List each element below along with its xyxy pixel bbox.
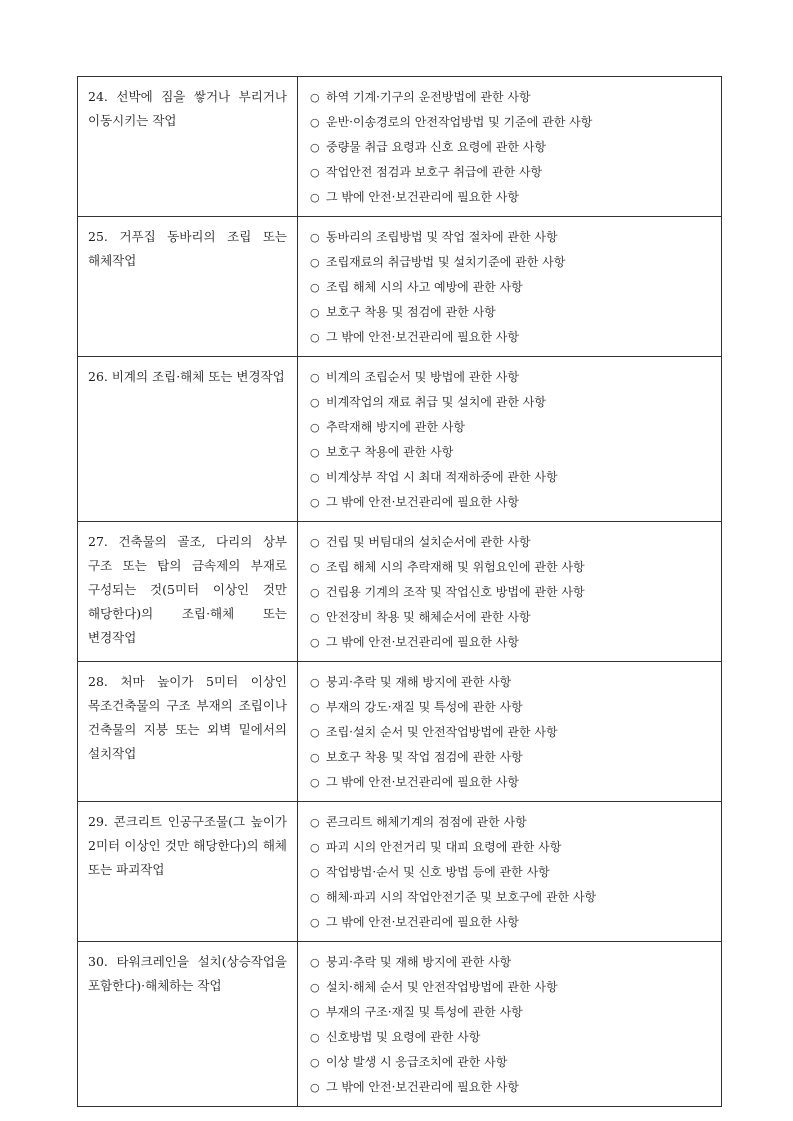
table-row: [78, 217, 722, 357]
item-text: 해체·파괴 시의 작업안전기준 및 보호구에 관한 사항: [326, 890, 597, 904]
table-row: [78, 77, 722, 217]
item-text: 보호구 착용 및 점검에 관한 사항: [326, 305, 496, 319]
list-item: [310, 110, 721, 135]
work-type-cell: [78, 77, 298, 217]
bullet-icon: ○: [310, 331, 320, 344]
list-item: [310, 440, 721, 465]
item-text: 안전장비 착용 및 해체순서에 관한 사항: [326, 610, 531, 624]
education-item-list: [298, 522, 721, 661]
item-text: 비계작업의 재료 취급 및 설치에 관한 사항: [326, 395, 546, 409]
education-item-list: [298, 662, 721, 801]
item-text: 작업방법·순서 및 신호 방법 등에 관한 사항: [326, 865, 550, 879]
list-item: [310, 365, 721, 390]
list-item: [310, 910, 721, 935]
item-text: 보호구 착용에 관한 사항: [326, 445, 454, 459]
list-item: [310, 390, 721, 415]
list-item: [310, 1000, 721, 1025]
list-item: [310, 695, 721, 720]
education-items-cell: [298, 217, 722, 357]
bullet-icon: ○: [310, 816, 320, 829]
bullet-icon: ○: [310, 231, 320, 244]
item-text: 그 밖에 안전·보건관리에 필요한 사항: [326, 775, 519, 789]
bullet-icon: ○: [310, 446, 320, 459]
work-type-text: 30. 타워크레인을 설치(상승작업을 포함한다)·해체하는 작업: [88, 954, 287, 993]
list-item: [310, 555, 721, 580]
bullet-icon: ○: [310, 751, 320, 764]
list-item: [310, 885, 721, 910]
item-text: 중량물 취급 요령과 신호 요령에 관한 사항: [326, 140, 546, 154]
bullet-icon: ○: [310, 116, 320, 129]
bullet-icon: ○: [310, 1081, 320, 1094]
item-text: 동바리의 조립방법 및 작업 절차에 관한 사항: [326, 230, 558, 244]
list-item: [310, 1050, 721, 1075]
work-type-text: 25. 거푸집 동바리의 조립 또는 해체작업: [88, 229, 287, 268]
bullet-icon: ○: [310, 916, 320, 929]
bullet-icon: ○: [310, 636, 320, 649]
item-text: 붕괴·추락 및 재해 방지에 관한 사항: [326, 955, 512, 969]
list-item: [310, 630, 721, 655]
list-item: [310, 160, 721, 185]
table-row: [78, 662, 722, 802]
education-items-cell: [298, 662, 722, 802]
bullet-icon: ○: [310, 471, 320, 484]
item-text: 신호방법 및 요령에 관한 사항: [326, 1030, 481, 1044]
bullet-icon: ○: [310, 421, 320, 434]
education-item-list: [298, 802, 721, 941]
bullet-icon: ○: [310, 1056, 320, 1069]
item-text: 조립 해체 시의 사고 예방에 관한 사항: [326, 280, 523, 294]
list-item: [310, 605, 721, 630]
list-item: [310, 950, 721, 975]
bullet-icon: ○: [310, 676, 320, 689]
bullet-icon: ○: [310, 91, 320, 104]
list-item: [310, 300, 721, 325]
work-type-cell: [78, 217, 298, 357]
bullet-icon: ○: [310, 956, 320, 969]
bullet-icon: ○: [310, 496, 320, 509]
list-item: [310, 860, 721, 885]
item-text: 설치·해체 순서 및 안전작업방법에 관한 사항: [326, 980, 558, 994]
list-item: [310, 1025, 721, 1050]
table-row: [78, 522, 722, 662]
list-item: [310, 275, 721, 300]
item-text: 보호구 착용 및 작업 점검에 관한 사항: [326, 750, 523, 764]
item-text: 그 밖에 안전·보건관리에 필요한 사항: [326, 330, 519, 344]
item-text: 그 밖에 안전·보건관리에 필요한 사항: [326, 635, 519, 649]
bullet-icon: ○: [310, 701, 320, 714]
item-text: 조립재료의 취급방법 및 설치기준에 관한 사항: [326, 255, 566, 269]
item-text: 운반·이송경로의 안전작업방법 및 기준에 관한 사항: [326, 115, 593, 129]
bullet-icon: ○: [310, 866, 320, 879]
list-item: [310, 580, 721, 605]
work-type-text: 26. 비계의 조립·해체 또는 변경작업: [88, 369, 285, 384]
item-text: 작업안전 점검과 보호구 취급에 관한 사항: [326, 165, 543, 179]
list-item: [310, 185, 721, 210]
list-item: [310, 745, 721, 770]
bullet-icon: ○: [310, 281, 320, 294]
list-item: [310, 325, 721, 350]
education-item-list: [298, 77, 721, 216]
bullet-icon: ○: [310, 166, 320, 179]
education-item-list: [298, 942, 721, 1106]
item-text: 콘크리트 해체기계의 점점에 관한 사항: [326, 815, 527, 829]
item-text: 비계의 조립순서 및 방법에 관한 사항: [326, 370, 519, 384]
item-text: 건립용 기계의 조작 및 작업신호 방법에 관한 사항: [326, 585, 585, 599]
item-text: 조립 해체 시의 추락재해 및 위험요인에 관한 사항: [326, 560, 585, 574]
table-row: [78, 942, 722, 1107]
list-item: [310, 250, 721, 275]
bullet-icon: ○: [310, 141, 320, 154]
table-row: [78, 802, 722, 942]
work-type-cell: [78, 522, 298, 662]
bullet-icon: ○: [310, 561, 320, 574]
list-item: [310, 1075, 721, 1100]
list-item: [310, 720, 721, 745]
item-text: 부재의 구조·재질 및 특성에 관한 사항: [326, 1005, 523, 1019]
item-text: 추락재해 방지에 관한 사항: [326, 420, 465, 434]
list-item: [310, 415, 721, 440]
item-text: 비계상부 작업 시 최대 적재하중에 관한 사항: [326, 470, 558, 484]
bullet-icon: ○: [310, 1006, 320, 1019]
item-text: 붕괴·추락 및 재해 방지에 관한 사항: [326, 675, 512, 689]
list-item: [310, 810, 721, 835]
education-items-cell: [298, 802, 722, 942]
list-item: [310, 670, 721, 695]
list-item: [310, 465, 721, 490]
bullet-icon: ○: [310, 891, 320, 904]
list-item: [310, 530, 721, 555]
bullet-icon: ○: [310, 726, 320, 739]
list-item: [310, 85, 721, 110]
bullet-icon: ○: [310, 306, 320, 319]
bullet-icon: ○: [310, 841, 320, 854]
bullet-icon: ○: [310, 981, 320, 994]
bullet-icon: ○: [310, 256, 320, 269]
item-text: 이상 발생 시 응급조치에 관한 사항: [326, 1055, 508, 1069]
bullet-icon: ○: [310, 371, 320, 384]
list-item: [310, 770, 721, 795]
work-type-text: 29. 콘크리트 인공구조물(그 높이가 2미터 이상인 것만 해당한다)의 해체 또는 파괴작업: [88, 814, 287, 877]
bullet-icon: ○: [310, 191, 320, 204]
work-type-cell: [78, 357, 298, 522]
education-items-cell: [298, 357, 722, 522]
item-text: 파괴 시의 안전거리 및 대피 요령에 관한 사항: [326, 840, 562, 854]
education-item-list: [298, 357, 721, 521]
item-text: 그 밖에 안전·보건관리에 필요한 사항: [326, 915, 519, 929]
education-item-list: [298, 217, 721, 356]
work-type-text: 27. 건축물의 골조, 다리의 상부 구조 또는 탑의 금속제의 부재로 구성되는 것(5미터 이상인 것만 해당한다)의 조립·해체 또는 변경작업: [88, 534, 287, 645]
list-item: [310, 975, 721, 1000]
list-item: [310, 225, 721, 250]
list-item: [310, 490, 721, 515]
education-items-cell: [298, 77, 722, 217]
item-text: 그 밖에 안전·보건관리에 필요한 사항: [326, 495, 519, 509]
bullet-icon: ○: [310, 396, 320, 409]
item-text: 건립 및 버팀대의 설치순서에 관한 사항: [326, 535, 531, 549]
bullet-icon: ○: [310, 611, 320, 624]
education-items-cell: [298, 522, 722, 662]
work-type-text: 24. 선박에 짐을 쌓거나 부리거나 이동시키는 작업: [88, 89, 287, 128]
table-row: [78, 357, 722, 522]
item-text: 그 밖에 안전·보건관리에 필요한 사항: [326, 190, 519, 204]
safety-education-table: [77, 76, 722, 1107]
item-text: 조립·설치 순서 및 안전작업방법에 관한 사항: [326, 725, 558, 739]
bullet-icon: ○: [310, 1031, 320, 1044]
list-item: [310, 135, 721, 160]
item-text: 하역 기계·기구의 운전방법에 관한 사항: [326, 90, 531, 104]
work-type-cell: [78, 662, 298, 802]
education-items-cell: [298, 942, 722, 1107]
item-text: 부재의 강도·재질 및 특성에 관한 사항: [326, 700, 523, 714]
bullet-icon: ○: [310, 586, 320, 599]
work-type-cell: [78, 942, 298, 1107]
item-text: 그 밖에 안전·보건관리에 필요한 사항: [326, 1080, 519, 1094]
work-type-text: 28. 처마 높이가 5미터 이상인 목조건축물의 구조 부재의 조립이나 건축물의 지붕 또는 외벽 밑에서의 설치작업: [88, 674, 287, 761]
bullet-icon: ○: [310, 776, 320, 789]
list-item: [310, 835, 721, 860]
work-type-cell: [78, 802, 298, 942]
bullet-icon: ○: [310, 536, 320, 549]
